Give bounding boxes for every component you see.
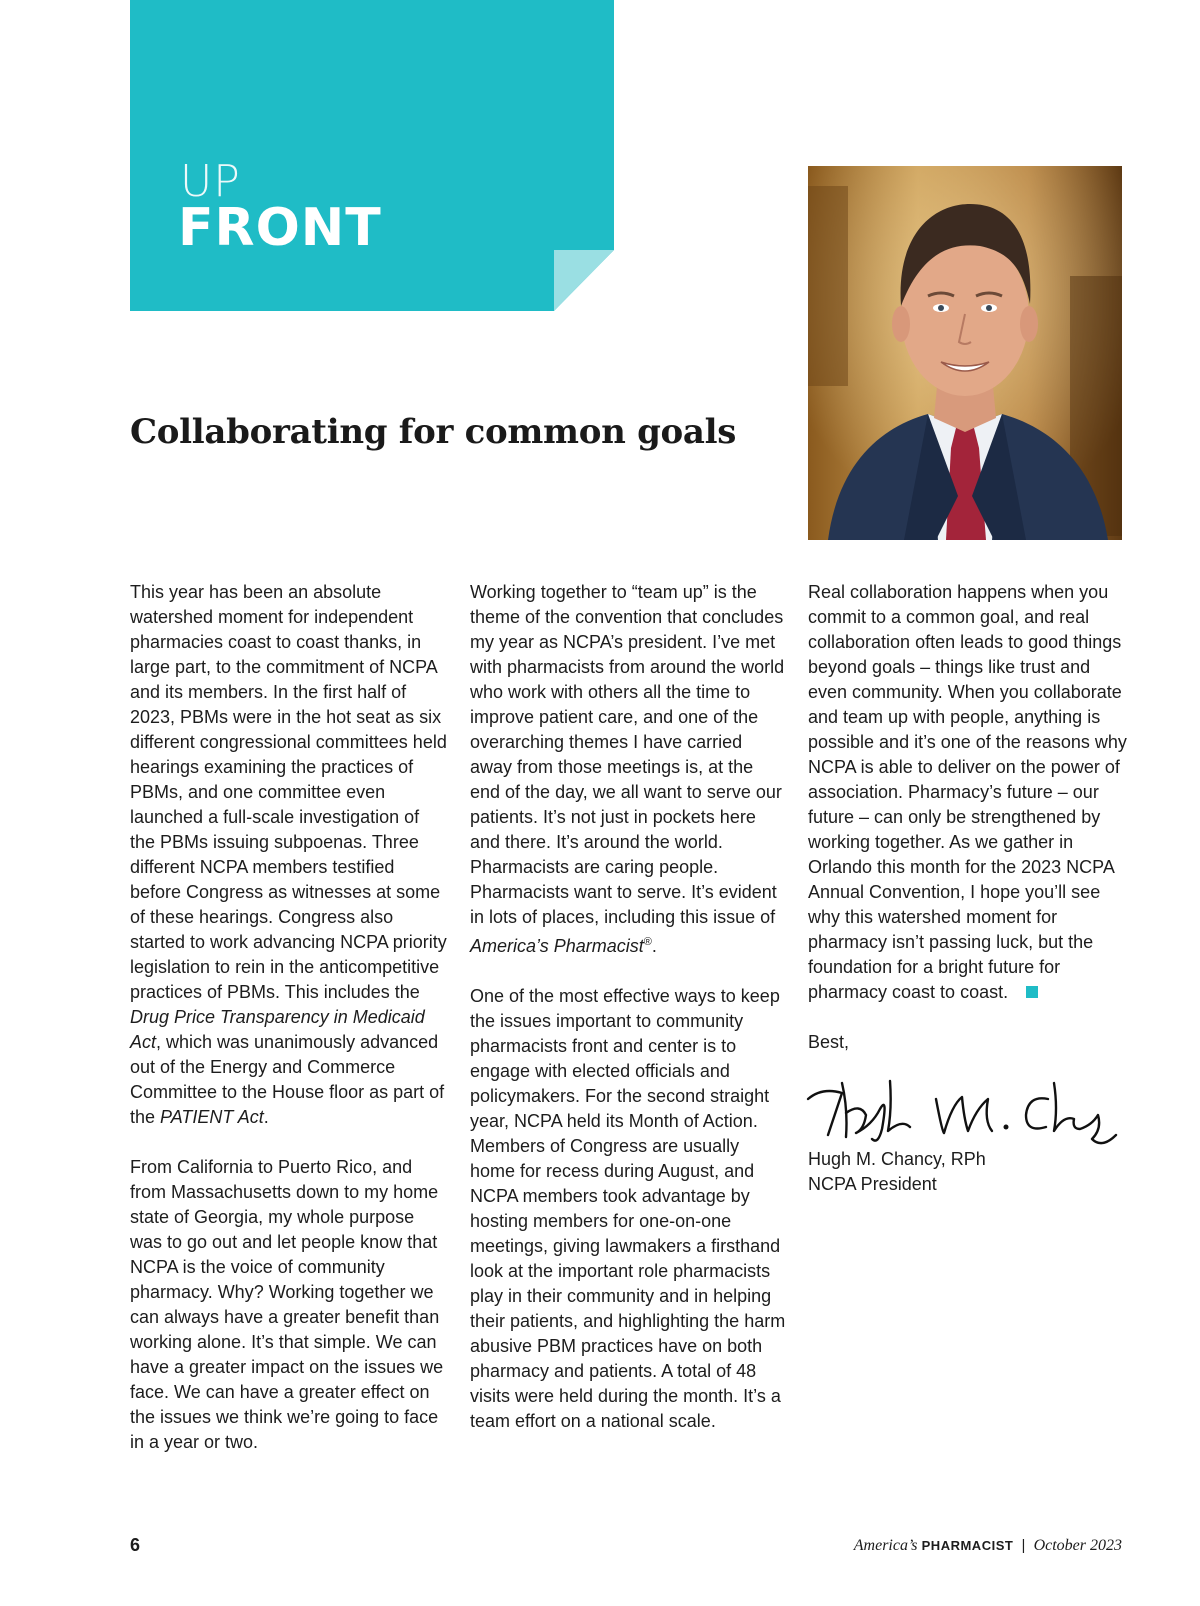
column-2-paragraph-1 [470, 580, 788, 959]
author-portrait [808, 166, 1122, 540]
page-number: 6 [130, 1535, 141, 1555]
footer-separator: | [1021, 1537, 1026, 1554]
column-2-text: . [651, 936, 657, 956]
column-1-text: . [263, 1107, 269, 1127]
banner-up-text: UP [180, 156, 241, 207]
handwritten-signature [802, 1069, 1122, 1147]
column-1-text: , which was unanimously advanced out of the Energy and Commerce Committee to the House floor as part of the [130, 1032, 445, 1127]
end-of-article-mark [1026, 986, 1038, 998]
magazine-name-bold: PHARMACIST [921, 1538, 1014, 1553]
drug-price-act-title: Drug Price Transparency in Medicaid Act [130, 1007, 425, 1052]
closing-salutation: Best, [808, 1032, 850, 1052]
article-column-1 [130, 580, 448, 1480]
article-column-3 [808, 580, 1128, 1197]
column-3-paragraph-1 [808, 580, 1128, 1005]
portrait-illustration [808, 166, 1122, 540]
magazine-title-mention: America’s Pharmacist [470, 936, 644, 956]
column-2-paragraph-2: One of the most effective ways to keep the issues important to community pharmacists front and center is to engage with elected officials and policymakers. For the second straight year, NCPA held its Month of Action. Members of Congress are usually home for recess during August, and NCPA members took advantage by hosting members for one-on-one meetings, giving lawmakers a firsthand look at the important role pharmacists play in their community and in helping their patients, and highlighting the harm abusive PBM practices have on both pharmacy and patients. A total of 48 visits were held during the month. It’s a team effort on a national scale. [470, 986, 786, 1431]
magazine-name-italic: America’s [853, 1537, 918, 1554]
column-3-text: Real collaboration happens when you commit to a common goal, and real collaboration often leads to good things beyond goals – things like trust and even community. When you collaborate and team up with people, anything is possible and it’s one of the reasons why NCPA is able to deliver on the power of association. Pharmacy’s future – our future – can only be strengthened by working together. As we gather in Orlando this month for the 2023 NCPA Annual Convention, I hope you’ll see why this watershed moment for pharmacy isn’t passing luck, but the foundation for a bright future for pharmacy coast to coast. [808, 582, 1127, 1002]
column-2-text: Working together to “team up” is the theme of the convention that concludes my year as NCPA’s president. I’ve met with pharmacists from around the world who work with others all the time to improve patient care, and one of the overarching themes I have carried away from those meetings is, at the end of the day, we all want to serve our patients. It’s not just in pockets here and there. It’s around the world. Pharmacists are caring people. Pharmacists want to serve. It’s evident in lots of places, including this issue of [470, 582, 785, 927]
article-headline: Collaborating for common goals [130, 412, 737, 452]
patient-act-title: PATIENT Act [160, 1107, 264, 1127]
banner-front-text: FRONT [178, 198, 382, 258]
column-1-paragraph-2: From California to Puerto Rico, and from Massachusetts down to my home state of Georgia, my whole purpose was to go out and let people know that NCPA is the voice of community pharmacy. Why? Working together we can always have a greater benefit than working alone. It’s that simple. We can have a greater impact on the issues we face. We can have a greater effect on the issues we think we’re going to face in a year or two. [130, 1157, 444, 1452]
signer-name: Hugh M. Chancy, RPh [808, 1149, 986, 1169]
article-column-2 [470, 580, 788, 1459]
registered-mark: ® [643, 936, 652, 948]
column-1-paragraph-1 [130, 580, 448, 1130]
column-1-text: This year has been an absolute watershed moment for independent pharmacies coast to coast thanks, in large part, to the commitment of NCPA and its members. In the first half of 2023, PBMs were in the hot seat as six different congressional committees held hearings examining the practices of PBMs, and one committee even launched a full-scale investigation of the PBMs issuing subpoenas. Three different NCPA members testified before Congress as witnesses at some of these hearings. Congress also started to work advancing NCPA priority legislation to rein in the anticompetitive practices of PBMs. This includes the [130, 582, 447, 1002]
magazine-footer [854, 1537, 1122, 1555]
issue-date: October 2023 [1033, 1537, 1122, 1554]
signer-title: NCPA President [808, 1174, 937, 1194]
banner-text-area [130, 0, 614, 311]
